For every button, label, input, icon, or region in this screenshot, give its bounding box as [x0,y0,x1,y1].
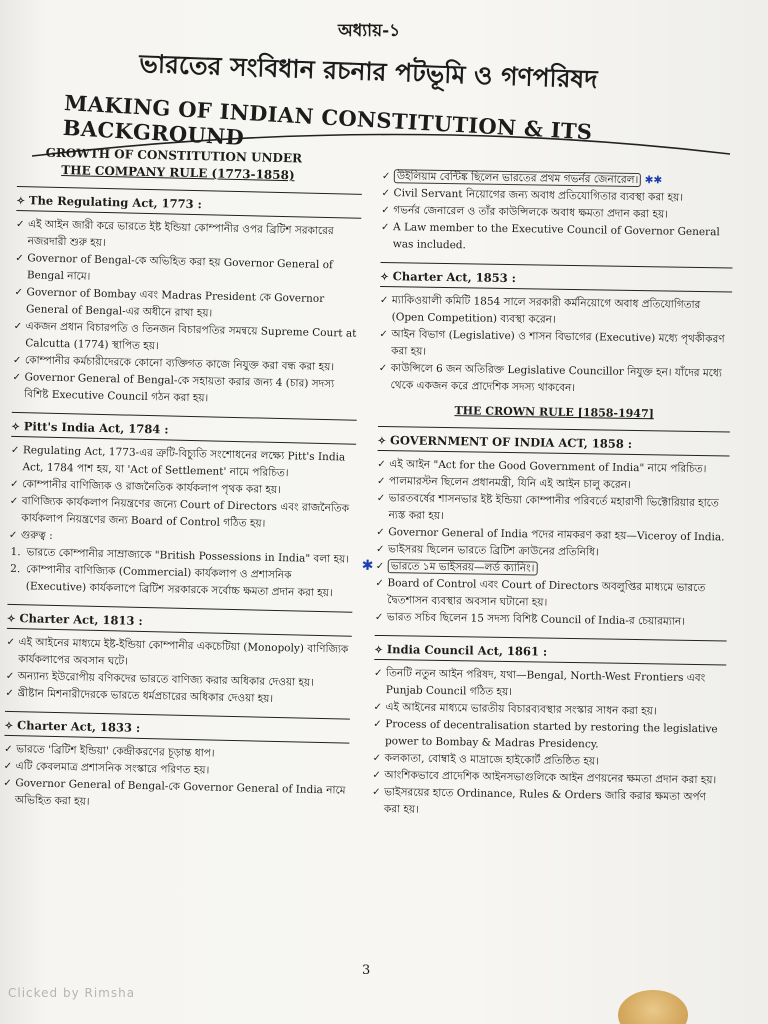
list-item: ✓ ভারতবর্ষের শাসনভার ইষ্ট ইন্ডিয়া কোম্পানীর পরিবর্তে মহারাণী ভিক্টোরিয়ার হাতে ন্যস্ত করা হয়। [376,490,728,530]
list-item: ✓ কাউন্সিলে 6 জন অতিরিক্ত Legislative Councillor নিযুক্ত হন। যাঁদের মধ্যে থেকে একজন করে প্রাদেশিক সদস্য থাকবেন। [378,360,730,400]
list-item: ✓ এই আইন জারী করে ভারতে ইষ্ট ইন্ডিয়া কোম্পানীর ওপর ব্রিটিশ সরকারের নজরদারী শুরু হয়। [15,216,361,258]
checkmark-icon: ✓ [380,221,390,234]
left-column [3,138,363,826]
list-item: ✓ Governor General of Bengal-কে Governor General of India নামে অভিহিত করা হয়। [3,775,349,817]
list-item: ✓ ম্যাকিওয়ালী কমিটি 1854 সালে সরকারী কর্মনিয়োগে অবাধ প্রতিযোগিতার (Open Competition) ব্যবস্থা করেন। [380,292,732,332]
checkmark-icon: ✓ [378,362,388,375]
checkmark-icon: ✓ [376,492,386,505]
list-item: ✓ এই আইনের মাধ্যমে ইষ্ট-ইন্ডিয়া কোম্পানীর একচেটিয়া (Monopoly) বাণিজ্যিক কার্যকলাপের অবসান ঘটে। [6,634,352,676]
list-item: ✓ এই আইন "Act for the Good Government of India" নামে পরিচিত। [377,456,729,479]
checkmark-icon: ✓ [12,371,22,384]
checkmark-icon: ✓ [372,769,381,782]
section-marker-icon: ✧ [374,644,383,657]
section-india-council-act-1861 [372,635,727,824]
list-item: ✓ ভাইসরয়ের হাতে Ordinance, Rules & Orders জারি করার ক্ষমতা অর্পণ করা হয়। [372,784,724,824]
checkmark-icon: ✓ [8,529,18,542]
list-item: ✓ একজন প্রধান বিচারপতি ও তিনজন বিচারপতির সমন্বয়ে Supreme Court at Calcutta (1774) স্থাপিত হয়। [13,318,359,360]
section-marker-icon: ✧ [11,421,20,434]
list-item: ✓ Civil Servant নিয়োগের জন্য অবাধ প্রতিযোগিতার ব্যবস্থা করা হয়। [381,185,733,208]
section-title: ✧ The Regulating Act, 1773 : [16,191,361,219]
checkmark-icon: ✓ [375,543,385,556]
section-charter-act-1853 [378,262,732,400]
section-marker-icon: ✧ [377,435,387,448]
section-goi-act-1858 [361,426,730,632]
list-item: ✓ তিনটি নতুন আইন পরিষদ, যথা—Bengal, North-West Frontiers এবং Punjab Council গঠিত হয়। [374,665,726,705]
checkmark-icon: ✓ [373,667,383,680]
numbered-item: 2. কোম্পানীর বাণিজ্যিক (Commercial) কার্যকলাপ ও প্রশাসনিক (Executive) কার্যকলাপে ব্রিটিশ সরকারকে সর্বোচ্চ ক্ষমতা প্রদান করা হয়। [10,562,333,600]
section-title: ✧ Pitt's India Act, 1784 : [11,417,356,445]
list-item: ✓ ভারত সচিব ছিলেন 15 সদস্য বিশিষ্ট Council of India-র চেয়ারম্যান। [375,609,727,632]
checkmark-icon: ✓ [381,204,390,217]
checkmark-icon: ✓ [376,526,385,539]
checkmark-icon: ✓ [12,354,22,367]
checkmark-icon: ✓ [381,170,391,183]
list-item: ✓ Governor of Bengal-কে অভিহিত করা হয় Governor General of Bengal নামে। [15,250,361,292]
pen-star-mark-icon: ✱✱ [644,174,663,187]
checkmark-icon: ✓ [373,701,383,714]
list-item: ✓ ভারতে 'ব্রিটিশ ইন্ডিয়া' কেন্দ্রীকরণের চূড়ান্ত ধাপ। [4,741,349,766]
list-item: ✓ Governor of Bombay এবং Madras President কে Governor General of Bengal-এর অধীনে রাখা হয়। [14,284,360,326]
checkmark-icon: ✓ [15,252,24,265]
list-item: ✓ Process of decentralisation started by restoring the legislative power to Bombay & Madras Presidency. [373,716,725,756]
checkmark-icon: ✓ [6,636,16,649]
list-item: ✓ এটি কেবলমাত্র প্রশাসনিক সংস্কারে পরিণত হয়। [4,758,349,783]
checkmark-icon: ✓ [5,670,15,683]
english-title: MAKING OF INDIAN CONSTITUTION & ITS BACKGROUND [62,90,594,151]
list-item: ✱ ✓ ভারতে ১ম ভাইসরয়—লর্ড ক্যানিং। [376,558,728,581]
list-item: ✓ খ্রীষ্টান মিশনারীদেরকে ভারতে ধর্মপ্রচারের অধিকার দেওয়া হয়। [5,685,350,710]
checkmark-icon: ✓ [13,320,23,333]
list-item: ✓ এই আইনের মাধ্যমে ভারতীয় বিচারব্যবস্থার সংস্কার সাধন করা হয়। [373,699,725,722]
section-pitts-india-act [8,412,357,603]
checkmark-icon: ✓ [379,294,389,307]
checkmark-icon: ✓ [375,560,385,573]
page-number: 3 [362,963,371,978]
section-marker-icon: ✧ [16,195,26,208]
growth-heading-line2: THE COMPANY RULE (1773-1858) [61,162,295,183]
checkmark-icon: ✓ [373,718,382,731]
checkmark-icon: ✓ [15,218,25,231]
watermark: Clicked by Rimsha [8,986,136,1000]
checkmark-icon: ✓ [375,577,384,590]
list-item: ✓ A Law member to the Executive Council of Governor General was included. [381,219,733,259]
list-item: ✓ ভাইসরয় ছিলেন ভারতে ব্রিটিশ ক্রাউনের প্রতিনিধি। [376,541,728,564]
checkmark-icon: ✓ [10,478,19,491]
list-item: ✓ কোম্পানীর বাণিজ্যিক ও রাজনৈতিক কার্যকলাপ পৃথক করা হয়। [10,476,355,501]
right-column [361,168,734,832]
pen-star-icon: ✱ [361,557,374,574]
list-item: ✓ Governor General of Bengal-কে সহায়তা করার জন্য 4 (চার) সদস্য বিশিষ্ট Executive Council গঠন করা হয়। [12,369,358,411]
list-item: ✓ গুরুত্ব : [9,527,354,552]
section-title: ✧ Charter Act, 1833 : [4,716,349,744]
checkmark-icon: ✓ [379,328,388,341]
section-charter-act-1833 [3,711,350,817]
checkmark-icon: ✓ [374,611,384,624]
section-regulating-act [12,186,362,411]
list-item: ✓ কলকাতা, বোম্বাই ও মাদ্রাজে হাইকোর্ট প্রতিষ্ঠিত হয়। [373,750,725,773]
chapter-label: অধ্যায়-১ [338,21,401,41]
growth-heading-line1: GROWTH OF CONSTITUTION UNDER [45,145,303,166]
checkmark-icon: ✓ [372,752,382,765]
checkmark-icon: ✓ [10,444,20,457]
list-item: ✓ আইন বিভাগ (Legislative) ও শাসন বিভাগের (Executive) মধ্যে পৃথকীকরণ করা হয়। [379,326,731,366]
section-title: ✧ Charter Act, 1813 : [7,609,352,637]
thumb-image [618,990,688,1024]
section-marker-icon: ✧ [4,720,14,733]
checkmark-icon: ✓ [14,286,24,299]
checkmark-icon: ✓ [381,187,391,200]
checkmark-icon: ✓ [3,760,13,773]
list-item: ✓ Regulating Act, 1773-এর ত্রুটি-বিচ্যুতি সংশোধনের লক্ষ্যে Pitt's India Act, 1784 পাশ হয়, যা 'Act of Settlement' নামে পরিচিত। [10,442,356,484]
list-item: ✓ কোম্পানীর কর্মচারীদেরকে কোনো ব্যক্তিগত কাজে নিযুক্ত করা বন্ধ করা হয়। [13,352,358,377]
list-item: ✓ আংশিকভাবে প্রাদেশিক আইনসভাগুলিকে আইন প্রণয়নের ক্ষমতা প্রদান করা হয়। [372,767,724,790]
growth-heading [45,145,363,186]
section-title: ✧ GOVERNMENT OF INDIA ACT, 1858 : [378,431,730,457]
bengali-title: ভারতের সংবিধান রচনার পটভূমি ও গণপরিষদ [138,48,598,94]
list-item: ✓ Governor General of India পদের নামকরণ করা হয়—Viceroy of India. [376,524,728,547]
checkmark-icon: ✓ [4,743,13,756]
section-marker-icon: ✧ [380,271,389,284]
list-item: ✓ অন্যান্য ইউরোপীয় বণিকদের ভারতে বাণিজ্য করার অধিকার দেওয়া হয়। [6,668,351,693]
checkmark-icon: ✓ [9,495,19,508]
section-title: ✧ India Council Act, 1861 : [374,640,726,666]
section-title: ✧ Charter Act, 1853 : [380,267,732,293]
list-item: ✓ পালমারস্টন ছিলেন প্রধানমন্ত্রী, যিনি এই আইন চালু করেন। [377,473,729,496]
checkmark-icon: ✓ [376,475,386,488]
crown-rule-heading: THE CROWN RULE [1858-1947] [454,404,654,421]
list-item: ✓ গভর্নর জেনারেল ও তাঁর কাউন্সিলকে অবাধ ক্ষমতা প্রদান করা হয়। [381,202,733,225]
list-item: ✓ বাণিজ্যিক কার্যকলাপ নিয়ন্ত্রণের জন্যে Court of Directors এবং রাজনৈতিক কার্যকলাপ নিয়ন্ত্রণের জন্য Board of Control গঠিত হয়। [9,493,355,535]
list-item: ✓ উইলিয়াম বেন্টিঙ্ক ছিলেন ভারতের প্রথম গভর্নর জেনারেল। ✱✱ [382,168,734,191]
section-charter-act-1833-continued [381,168,734,259]
section-charter-act-1813 [5,604,352,710]
checkmark-icon: ✓ [372,786,381,799]
numbered-item: 1. ভারতে কোম্পানীর সাম্রাজ্যকে "British Possessions in India" বলা হয়। [10,545,350,566]
checkmark-icon: ✓ [377,458,386,471]
checkmark-icon: ✓ [3,777,12,790]
checkmark-icon: ✓ [5,687,14,700]
list-item: ✓ Board of Control এবং Court of Directors অবলুপ্তির মাধ্যমে ভারতে দ্বৈতশাসন ব্যবস্থার অবসান ঘটানো হয়। [375,575,727,615]
section-marker-icon: ✧ [6,613,16,626]
